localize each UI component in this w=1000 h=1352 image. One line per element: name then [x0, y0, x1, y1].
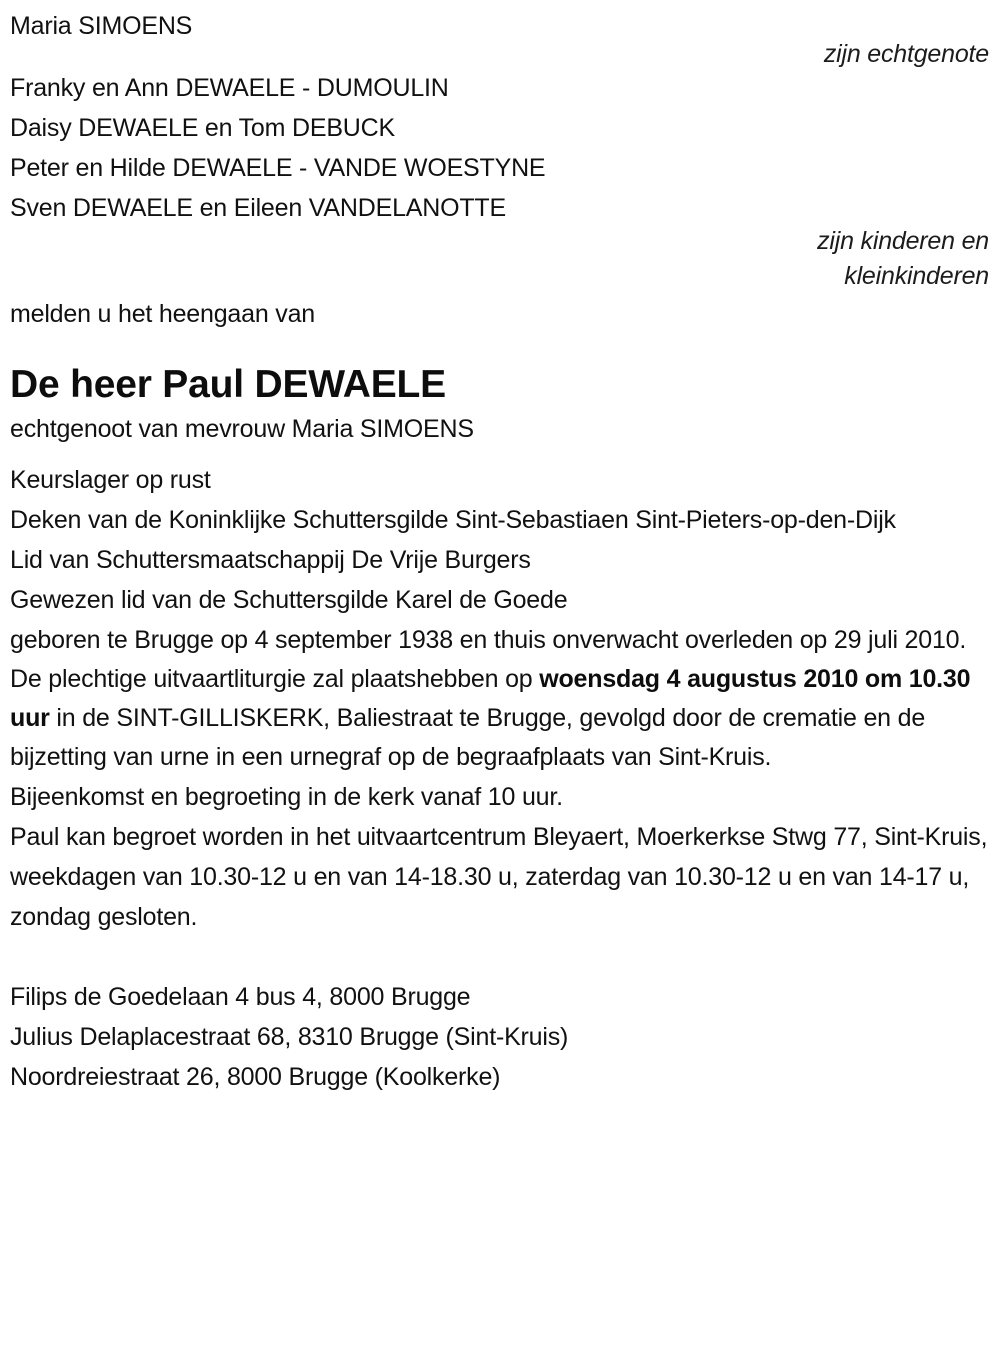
life-dates-paragraph: geboren te Brugge op 4 september 1938 en thuis onverwacht overleden op 29 juli 2010.	[10, 626, 967, 654]
children-role-label-line2: kleinkinderen	[844, 262, 989, 290]
announcement-intro: melden u het heengaan van	[10, 300, 315, 328]
address-line: Julius Delaplacestraat 68, 8310 Brugge (Sint-Kruis)	[10, 1023, 569, 1051]
gathering-paragraph: Bijeenkomst en begroeting in de kerk vanaf 10 uur.	[10, 783, 563, 811]
deceased-relation: echtgenoot van mevrouw Maria SIMOENS	[10, 415, 474, 443]
children-role-label-line1: zijn kinderen en	[817, 227, 989, 255]
service-date-bold: woensdag 4 augustus 2010 om 10.30 uur	[10, 665, 971, 732]
spouse-role-label: zijn echtgenote	[823, 40, 989, 68]
spouse-name: Maria SIMOENS	[10, 12, 193, 40]
child-couple-line: Sven DEWAELE en Eileen VANDELANOTTE	[10, 194, 506, 222]
address-line: Noordreiestraat 26, 8000 Brugge (Koolkerke)	[10, 1063, 501, 1091]
address-line: Filips de Goedelaan 4 bus 4, 8000 Brugge	[10, 983, 471, 1011]
child-couple-line: Daisy DEWAELE en Tom DEBUCK	[10, 114, 395, 142]
deceased-title-line: Lid van Schuttersmaatschappij De Vrije Burgers	[10, 546, 531, 574]
children-list	[10, 68, 989, 228]
deceased-title-line: Deken van de Koninklijke Schuttersgilde Sint-Sebastiaen Sint-Pieters-op-den-Dijk	[10, 506, 896, 534]
child-couple-line: Franky en Ann DEWAELE - DUMOULIN	[10, 74, 449, 102]
deceased-name: De heer Paul DEWAELE	[10, 363, 446, 406]
family-addresses-list	[10, 977, 989, 1097]
funeral-service-paragraph	[10, 660, 989, 777]
child-couple-line: Peter en Hilde DEWAELE - VANDE WOESTYNE	[10, 154, 546, 182]
visitation-paragraph: Paul kan begroet worden in het uitvaartcentrum Bleyaert, Moerkerkse Stwg 77, Sint-Kruis, weekdagen van 10.30-12 u en van 14-18.30 u, zaterdag van 10.30-12 u en van 14-17 u, zondag gesloten.	[10, 823, 988, 931]
service-text-before-date: De plechtige uitvaartliturgie zal plaatshebben op	[10, 665, 540, 693]
service-text-after-date: in de SINT-GILLISKERK, Baliestraat te Brugge, gevolgd door de crematie en de bijzetting van urne in een urnegraf op de begraafplaats van Sint-Kruis.	[10, 704, 926, 771]
deceased-titles-list	[10, 460, 989, 620]
deceased-title-line: Keurslager op rust	[10, 466, 211, 494]
deceased-title-line: Gewezen lid van de Schuttersgilde Karel de Goede	[10, 586, 568, 614]
